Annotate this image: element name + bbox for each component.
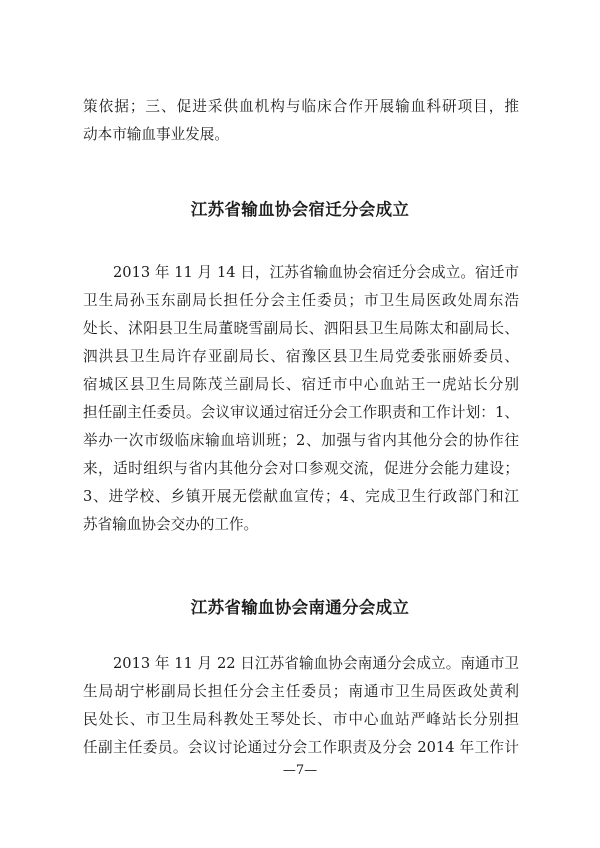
nantong-line-2: 生局胡宁彬副局长担任分会主任委员；南通市卫生局医政处黄利 [83, 683, 519, 700]
suqian-line-4: 泗洪县卫生局许存亚副局长、宿豫区县卫生局党委张丽娇委员、 [83, 348, 519, 365]
suqian-line-8: 来，适时组织与省内其他分会对口参观交流，促进分会能力建设； [83, 460, 519, 477]
suqian-line-6: 担任副主任委员。会议审议通过宿迁分会工作职责和工作计划：1、 [83, 404, 519, 421]
section-heading-suqian: 江苏省输血协会宿迁分会成立 [190, 200, 410, 219]
intro-line-2: 动本市输血事业发展。 [83, 126, 229, 143]
page-number: —7— [282, 763, 318, 778]
suqian-line-7: 举办一次市级临床输血培训班；2、加强与省内其他分会的协作往 [83, 432, 519, 449]
nantong-line-3: 民处长、市卫生局科教处王琴处长、市中心血站严峰站长分别担 [83, 711, 519, 728]
suqian-line-10: 苏省输血协会交办的工作。 [83, 516, 259, 533]
nantong-line-1: 2013 年 11 月 22 日江苏省输血协会南通分会成立。南通市卫 [113, 655, 519, 672]
intro-line-1: 策依据；三、促进采供血机构与临床合作开展输血科研项目，推 [83, 98, 519, 115]
suqian-line-2: 卫生局孙玉东副局长担任分会主任委员；市卫生局医政处周东浩 [83, 292, 519, 309]
suqian-line-1: 2013 年 11 月 14 日，江苏省输血协会宿迁分会成立。宿迁市 [113, 264, 519, 281]
nantong-line-4: 任副主任委员。会议讨论通过分会工作职责及分会 2014 年工作计 [83, 739, 519, 756]
suqian-line-5: 宿城区县卫生局陈茂兰副局长、宿迁市中心血站王一虎站长分别 [83, 376, 519, 393]
suqian-line-3: 处长、沭阳县卫生局董晓雪副局长、泗阳县卫生局陈太和副局长、 [83, 320, 519, 337]
section-heading-nantong: 江苏省输血协会南通分会成立 [190, 598, 410, 617]
suqian-line-9: 3、进学校、乡镇开展无偿献血宣传；4、完成卫生行政部门和江 [83, 488, 519, 505]
